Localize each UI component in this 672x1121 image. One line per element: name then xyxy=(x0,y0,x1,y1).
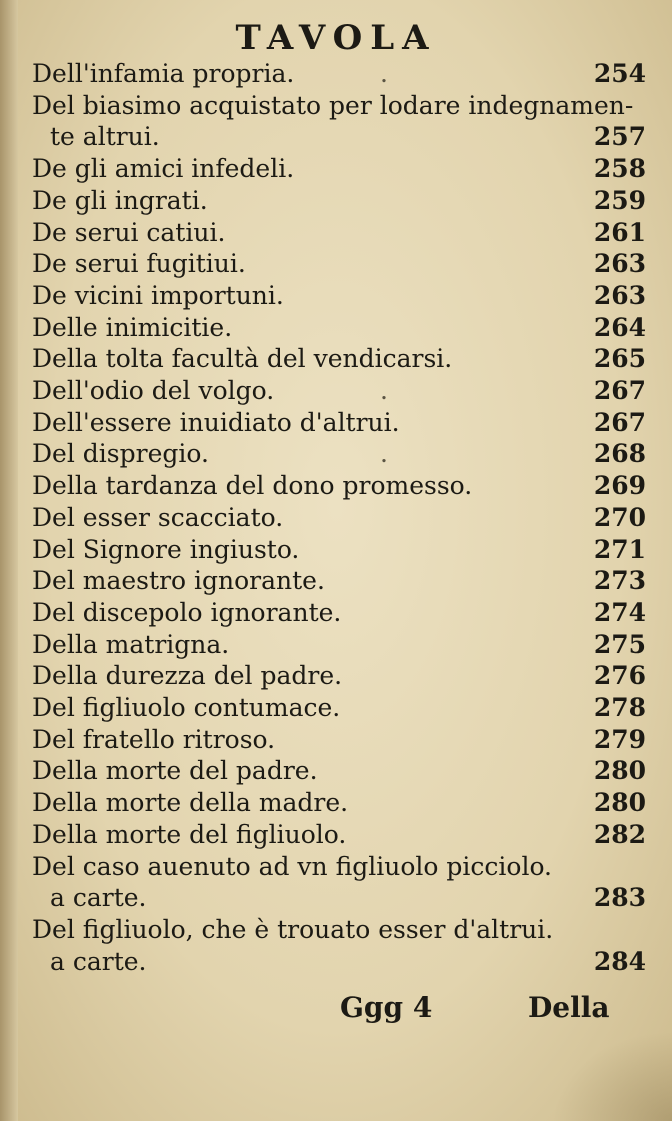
entry-page-number: 263 xyxy=(593,249,646,279)
entry-title: De serui catiui. xyxy=(32,217,226,247)
entry-title: Della morte del padre. xyxy=(32,756,318,786)
entry-page-number: 279 xyxy=(593,724,646,754)
entry-page-number: 284 xyxy=(593,946,646,976)
entry-title: De vicini importuni. xyxy=(32,280,284,310)
entry-title: De serui fugitiui. xyxy=(32,249,246,279)
entry-page-number: 278 xyxy=(593,693,646,722)
page-gutter xyxy=(0,0,18,1121)
entry-page-number: 283 xyxy=(593,883,646,913)
entry-page-number: 254 xyxy=(593,59,646,88)
entry-title: Del esser scacciato. xyxy=(32,502,284,532)
entry-title: a carte. xyxy=(50,946,147,976)
entry-title: Della morte del figliuolo. xyxy=(32,819,347,849)
entry-title: Della morte della madre. xyxy=(32,788,349,818)
entry-page-number: 263 xyxy=(593,280,646,310)
entry-leader: . xyxy=(380,59,388,88)
entry-page-number: 261 xyxy=(593,217,646,247)
entry-title: De gli amici infedeli. xyxy=(32,154,295,184)
entry-page-number: 276 xyxy=(593,661,646,691)
entry-page-number: 267 xyxy=(593,376,646,405)
entry-page-number: 268 xyxy=(593,439,646,469)
entry-page-number: 280 xyxy=(593,788,646,818)
entry-page-number: 258 xyxy=(593,154,646,184)
entry-title: Della tardanza del dono promesso. xyxy=(32,471,473,501)
entry-title: Della tolta facultà del vendicarsi. xyxy=(32,344,453,374)
entry-title: Del Signore ingiusto. xyxy=(32,534,300,564)
entry-page-number: 271 xyxy=(593,534,646,564)
entry-title: Dell'infamia propria. xyxy=(32,59,295,88)
entry-leader: . xyxy=(380,376,388,405)
page-stain xyxy=(552,1031,672,1121)
entry-title: Della durezza del padre. xyxy=(32,661,343,691)
entry-title: De gli ingrati. xyxy=(32,185,208,215)
entry-leader: . xyxy=(380,439,388,469)
signature-mark: Ggg 4 xyxy=(340,991,433,1024)
entry-page-number: 264 xyxy=(593,312,646,342)
entry-title: Del figliuolo, che è trouato esser d'altrui. xyxy=(32,914,554,944)
entry-page-number: 280 xyxy=(593,756,646,786)
entry-page-number: 257 xyxy=(593,122,646,152)
page-title: TAVOLA xyxy=(235,18,437,58)
entry-title: Del fratello ritroso. xyxy=(32,724,276,754)
entry-page-number: 259 xyxy=(593,185,646,215)
entry-title: Delle inimicitie. xyxy=(32,312,233,342)
entry-title: Dell'essere inuidiato d'altrui. xyxy=(32,407,400,437)
entry-title: Della matrigna. xyxy=(32,629,230,659)
entry-title: Del maestro ignorante. xyxy=(32,566,325,596)
entry-title: Dell'odio del volgo. xyxy=(32,376,275,405)
catchword: Della xyxy=(528,991,610,1024)
entry-page-number: 267 xyxy=(593,407,646,437)
entry-page-number: 270 xyxy=(593,502,646,532)
entry-title: Del caso auenuto ad vn figliuolo picciolo. xyxy=(32,851,553,881)
entry-title: a carte. xyxy=(50,883,147,913)
entry-title: Del figliuolo contumace. xyxy=(32,693,341,722)
entry-page-number: 265 xyxy=(593,344,646,374)
entry-title: Del biasimo acquistato per lodare indegnamen- xyxy=(32,90,634,120)
entry-title: Del discepolo ignorante. xyxy=(32,597,342,627)
entry-page-number: 274 xyxy=(593,597,646,627)
entry-title: Del dispregio. xyxy=(32,439,209,469)
entry-page-number: 282 xyxy=(593,819,646,849)
entry-title: te altrui. xyxy=(50,122,160,152)
entry-page-number: 273 xyxy=(593,566,646,596)
entry-page-number: 269 xyxy=(593,471,646,501)
entry-page-number: 275 xyxy=(593,629,646,659)
